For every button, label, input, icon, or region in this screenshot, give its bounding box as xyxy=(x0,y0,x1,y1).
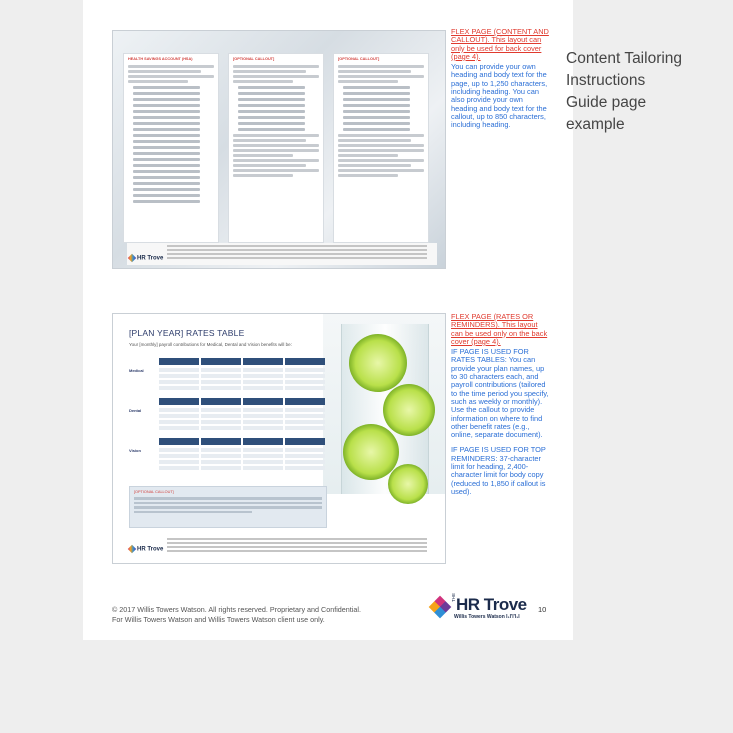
brand-name: HR Trove xyxy=(456,595,527,614)
thumbnail-flex-content-page xyxy=(112,30,446,269)
side-heading: Content Tailoring Instructions Guide page example xyxy=(566,50,683,133)
brand-logo: HR Trove xyxy=(129,546,163,553)
note-body: You can provide your own heading and body text for the page, up to 1,250 characters, including heading. You can also provide your own heading and body text for the callout, up to 850 characters, including heading. xyxy=(451,62,548,130)
section-label: Vision xyxy=(129,448,141,453)
callout-heading: [OPTIONAL CALLOUT] xyxy=(134,490,174,494)
note-flex-rates xyxy=(451,313,551,503)
diamond-icon xyxy=(128,545,136,553)
brand-logo: HR Trove xyxy=(129,255,163,262)
column-heading: [OPTIONAL CALLOUT] xyxy=(233,57,275,61)
note-heading: FLEX PAGE (RATES OR REMINDERS). This layout can be used only on the back cover (page 4). xyxy=(451,312,548,346)
rates-title: [PLAN YEAR] RATES TABLE xyxy=(129,328,245,338)
note-heading: FLEX PAGE (CONTENT AND CALLOUT). This layout can only be used for back cover (page 4). xyxy=(451,27,549,61)
callout-column xyxy=(228,53,324,243)
copyright-line: © 2017 Willis Towers Watson. All rights reserved. Proprietary and Confidential. xyxy=(112,605,361,614)
column-heading: HEALTH SAVINGS ACCOUNT (HSA) xyxy=(128,57,193,61)
rates-subtitle: Your [monthly] payroll contributions for Medical, Dental and Vision benefits will be: xyxy=(129,342,292,347)
lime-water-photo xyxy=(323,314,445,494)
note-body: IF PAGE IS USED FOR TOP REMINDERS: 37-character limit for heading, 2,400-character limit for body copy (reduced to 1,850 if callout is used). xyxy=(451,445,546,496)
thumbnail-rates-page xyxy=(112,313,446,564)
diamond-icon xyxy=(429,596,452,619)
copyright-footer xyxy=(112,605,361,624)
hsa-column xyxy=(123,53,219,243)
dental-rates-table xyxy=(129,398,325,432)
note-flex-content xyxy=(451,28,551,137)
callout-column xyxy=(333,53,429,243)
medical-rates-table xyxy=(129,358,325,392)
diamond-icon xyxy=(128,254,136,262)
usage-line: For Willis Towers Watson and Willis Towers Watson client use only. xyxy=(112,614,325,624)
disclaimer-block xyxy=(127,243,437,265)
section-label: Medical xyxy=(129,368,144,373)
section-label: Dental xyxy=(129,408,142,413)
column-heading: [OPTIONAL CALLOUT] xyxy=(338,57,380,61)
optional-callout-box xyxy=(129,486,327,528)
disclaimer-block xyxy=(127,536,437,558)
note-body: IF PAGE IS USED FOR RATES TABLES: You can provide your plan names, up to 30 characters each, and payroll contributions (tailored to the time period you specify, such as weekly or monthly). Use the callout to provide information on where to find other benefit rates (e.g., online, separate document). xyxy=(451,347,549,440)
vision-rates-table xyxy=(129,438,325,472)
hr-trove-logo: THE HR Trove Willis Towers Watson I₁I'I'I₁I xyxy=(432,597,530,623)
brand-sub: Willis Towers Watson I₁I'I'I₁I xyxy=(454,614,520,620)
page-number: 10 xyxy=(538,605,547,614)
